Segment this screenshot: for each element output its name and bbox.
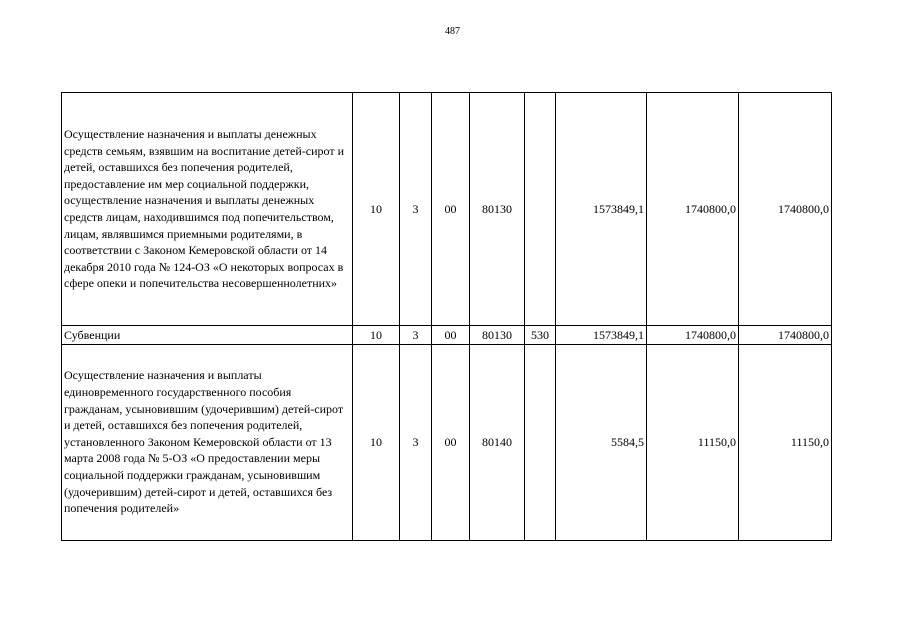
row-program: 00: [432, 326, 470, 345]
table-row: [62, 326, 832, 345]
page-number: 487: [445, 26, 460, 37]
row-description: Осуществление назначения и выплаты денежных средств семьям, взявшим на воспитание детей-сирот и детей, оставшихся без попечения родителей, предоставление им мер социальной поддержки, осуществление назначения и выплаты денежных средств лицам, находившимся под попечительством, лицам, являвшимся приемными родителями, в соответствии с Законом Кемеровской области от 14 декабря 2010 года № 124-ОЗ «О некоторых вопросах в сфере опеки и попечительства несовершеннолетних»: [62, 93, 353, 326]
row-amount-1: 1573849,1: [556, 326, 647, 345]
row-program: 00: [432, 344, 470, 540]
row-article: 80130: [470, 93, 525, 326]
row-amount-3: 1740800,0: [739, 326, 832, 345]
row-expense-type: [525, 93, 556, 326]
row-expense-type: 530: [525, 326, 556, 345]
row-subsection: 3: [400, 93, 432, 326]
row-description: Осуществление назначения и выплаты единовременного государственного пособия гражданам, усыновившим (удочерившим) детей-сирот и детей, оставшихся без попечения родителей, установленного Законом Кемеровской области от 13 марта 2008 года № 5-ОЗ «О предоставлении меры социальной поддержки гражданам, усыновившим (удочерившим) детей-сирот и детей, оставшихся без попечения родителей»: [62, 344, 353, 540]
row-amount-3: 11150,0: [739, 344, 832, 540]
row-subsection: 3: [400, 326, 432, 345]
row-subsection: 3: [400, 344, 432, 540]
row-program: 00: [432, 93, 470, 326]
row-description: Субвенции: [62, 326, 353, 345]
row-amount-1: 1573849,1: [556, 93, 647, 326]
row-article: 80130: [470, 326, 525, 345]
row-expense-type: [525, 344, 556, 540]
row-section: 10: [353, 326, 400, 345]
row-amount-2: 1740800,0: [647, 326, 739, 345]
row-amount-2: 1740800,0: [647, 93, 739, 326]
row-section: 10: [353, 344, 400, 540]
budget-table: [61, 92, 832, 541]
row-amount-2: 11150,0: [647, 344, 739, 540]
row-article: 80140: [470, 344, 525, 540]
table-row: [62, 344, 832, 540]
row-section: 10: [353, 93, 400, 326]
table-row: [62, 93, 832, 326]
row-amount-1: 5584,5: [556, 344, 647, 540]
row-amount-3: 1740800,0: [739, 93, 832, 326]
